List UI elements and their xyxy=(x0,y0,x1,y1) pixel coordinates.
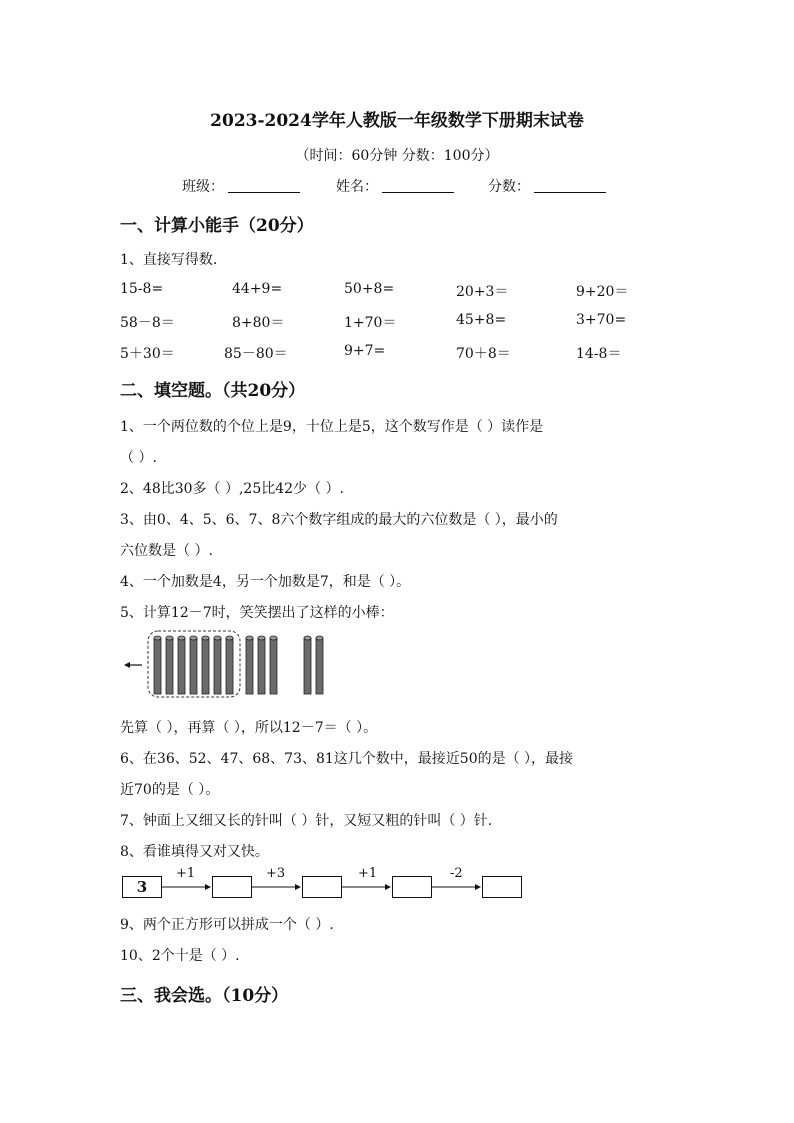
section-3-heading: 三、我会选。（10分） xyxy=(120,986,289,1006)
calc-item: 9+20＝ xyxy=(576,284,629,300)
number-chain xyxy=(120,866,540,906)
name-label: 姓名： xyxy=(336,179,378,195)
question-1-line-2: （ ）. xyxy=(120,450,157,466)
question-7: 7、钟面上又细又长的针叫（ ）针，又短又粗的针叫（ ）针. xyxy=(120,813,493,829)
stick xyxy=(246,636,253,694)
calc-item: 8+80＝ xyxy=(232,315,285,331)
chain-op-label: +1 xyxy=(176,866,196,881)
section-1-heading: 一、计算小能手（20分） xyxy=(120,216,314,236)
stick xyxy=(316,636,323,694)
calc-item: 85－80＝ xyxy=(224,346,288,362)
chain-arrow-icon xyxy=(342,884,391,890)
stick xyxy=(154,636,161,694)
section-1-q1: 1、直接写得数. xyxy=(120,252,218,268)
calc-item: 5＋30＝ xyxy=(120,346,175,362)
sticks-group xyxy=(154,636,323,694)
calc-item: 20+3＝ xyxy=(456,284,509,300)
question-10: 10、2个十是（ ）. xyxy=(120,948,240,964)
score-field xyxy=(488,176,606,196)
calc-item: 45+8= xyxy=(456,312,507,328)
score-blank[interactable] xyxy=(534,178,606,193)
chain-start-box: 3 xyxy=(122,876,162,898)
sticks-figure xyxy=(120,628,340,700)
name-blank[interactable] xyxy=(382,178,454,193)
stick xyxy=(202,636,209,694)
stick xyxy=(258,636,265,694)
chain-arrow-icon xyxy=(432,884,481,890)
calc-item: 1+70＝ xyxy=(344,315,397,331)
class-label: 班级： xyxy=(182,179,224,195)
calc-item: 50+8= xyxy=(344,281,395,297)
question-6-line-2: 近70的是（ ）。 xyxy=(120,782,220,798)
stick xyxy=(270,636,277,694)
chain-arrow-icon xyxy=(252,884,301,890)
question-2: 2、48比30多（ ）,25比42少（ ）. xyxy=(120,481,344,497)
question-9: 9、两个正方形可以拼成一个（ ）. xyxy=(120,917,334,933)
class-blank[interactable] xyxy=(228,178,300,193)
question-8: 8、看谁填得又对又快。 xyxy=(120,844,269,860)
question-5: 5、计算12－7时，笑笑摆出了这样的小棒： xyxy=(120,605,394,621)
question-1-line-1: 1、一个两位数的个位上是9，十位上是5，这个数写作是（ ）读作是 xyxy=(120,419,544,435)
stick xyxy=(214,636,221,694)
calc-item: 3+70= xyxy=(576,312,627,328)
question-6-line-1: 6、在36、52、47、68、73、81这几个数中，最接近50的是（ ），最接 xyxy=(120,751,574,767)
stick xyxy=(304,636,311,694)
question-3-line-2: 六位数是（ ）. xyxy=(120,543,213,559)
calc-item: 9+7= xyxy=(344,343,386,359)
left-arrow-icon xyxy=(124,662,142,668)
calc-item: 44+9= xyxy=(232,281,283,297)
exam-meta: （时间：60分钟 分数：100分） xyxy=(295,148,499,164)
section-2-heading: 二、填空题。（共20分） xyxy=(120,381,306,401)
stick xyxy=(166,636,173,694)
question-4: 4、一个加数是4，另一个加数是7，和是（ ）。 xyxy=(120,574,411,590)
page-title: 2023-2024学年人教版一年级数学下册期末试卷 xyxy=(210,111,584,131)
question-3-line-1: 3、由0、4、5、6、7、8六个数字组成的最大的六位数是（ ），最小的 xyxy=(120,512,558,528)
class-field xyxy=(182,176,300,196)
stick xyxy=(178,636,185,694)
calc-item: 70＋8＝ xyxy=(456,346,511,362)
chain-op-label: -2 xyxy=(450,866,463,881)
stick xyxy=(190,636,197,694)
calc-item: 14-8＝ xyxy=(576,346,622,362)
calc-item: 15-8= xyxy=(120,281,164,297)
chain-arrow-icon xyxy=(162,884,211,890)
score-label: 分数： xyxy=(488,179,530,195)
chain-op-label: +3 xyxy=(266,866,286,881)
stick xyxy=(226,636,233,694)
question-5-answer: 先算（ ），再算（ ），所以12－7＝（ ）。 xyxy=(120,720,378,736)
name-field xyxy=(336,176,454,196)
chain-op-label: +1 xyxy=(358,866,378,881)
calc-item: 58－8＝ xyxy=(120,315,175,331)
